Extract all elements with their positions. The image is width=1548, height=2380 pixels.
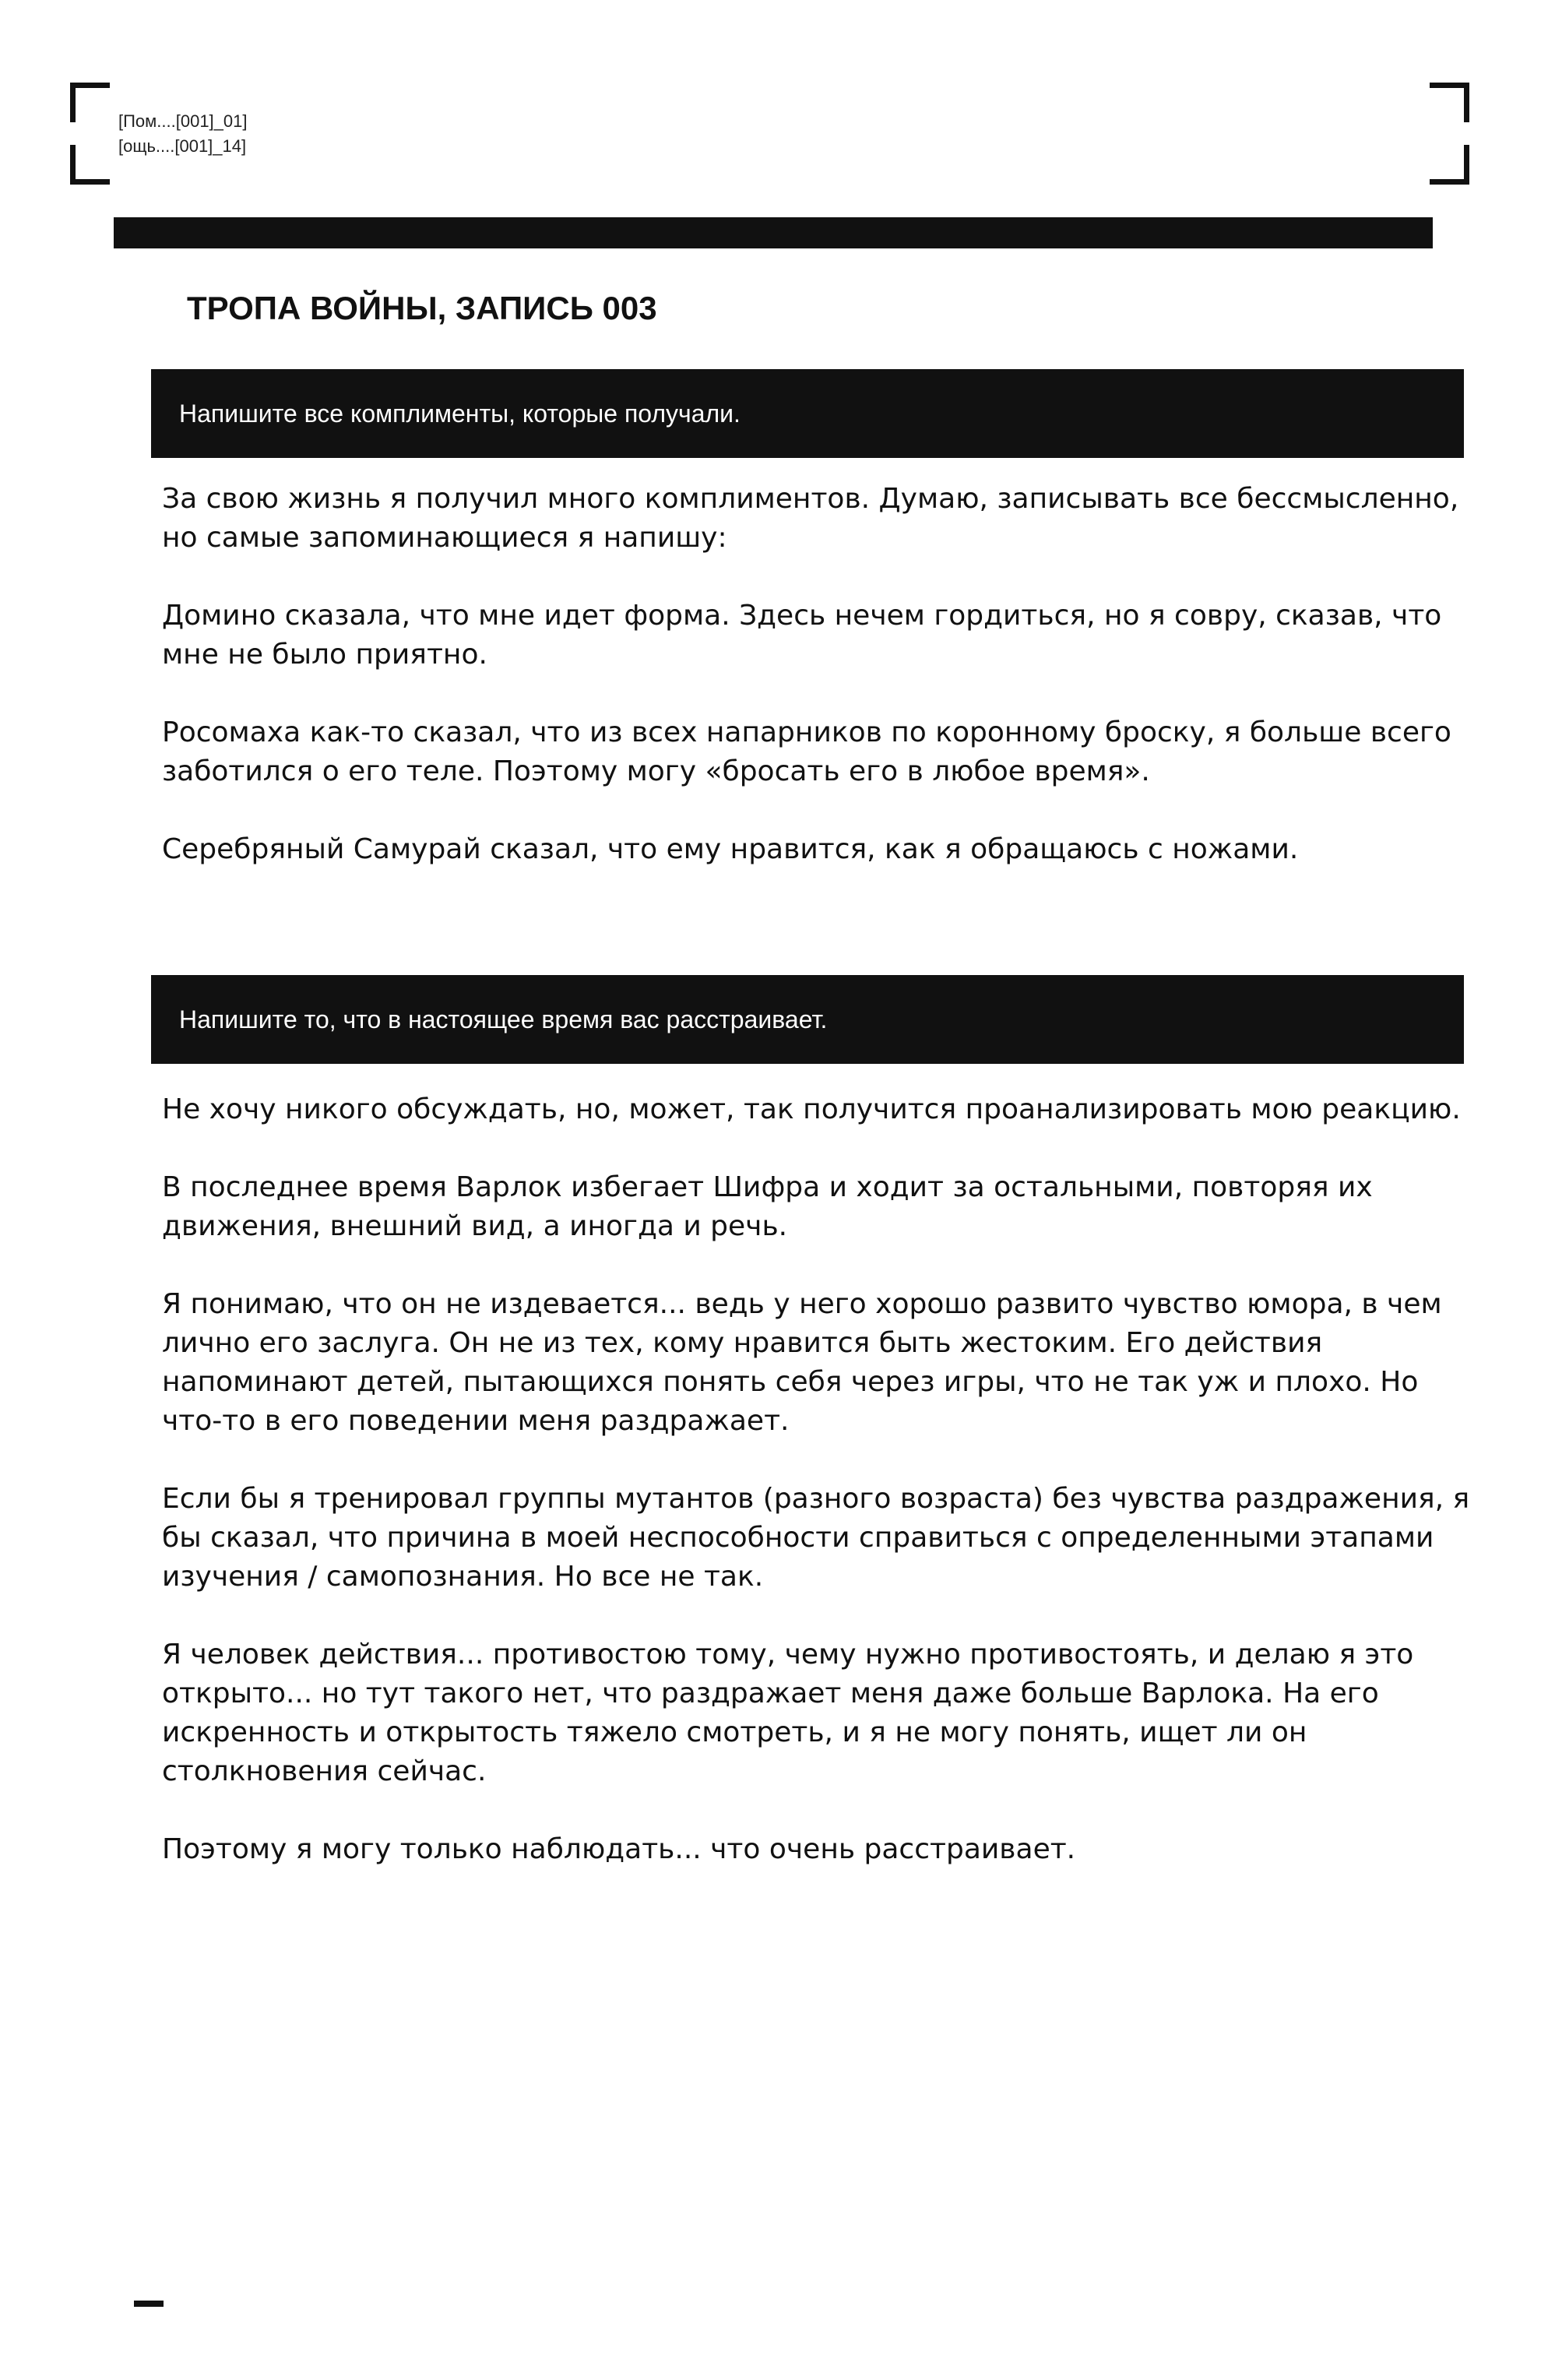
answer-compliments (162, 480, 1470, 869)
answer-paragraph: За свою жизнь я получил много комплиментов. Думаю, записывать все бессмысленно, но самые запоминающиеся я напишу: (162, 483, 1459, 554)
prompt-bar-compliments (151, 369, 1464, 458)
file-reference (118, 109, 247, 159)
file-reference-line-1: [Пом....[001]_01] (118, 111, 248, 131)
answer-paragraph: Не хочу никого обсуждать, но, может, так получится проанализировать мою реакцию. (162, 1093, 1461, 1125)
corner-bracket-top-left (70, 83, 110, 122)
answer-paragraph: Домино сказала, что мне идет форма. Здесь нечем гордиться, но я совру, сказав, что мне не было приятно. (162, 600, 1442, 671)
corner-bracket-bottom-left (70, 145, 110, 185)
answer-paragraph: Поэтому я могу только наблюдать... что очень расстраивает. (162, 1833, 1076, 1865)
page-marker-dash (134, 2301, 164, 2307)
corner-bracket-bottom-right (1430, 145, 1469, 185)
prompt-bar-frustrations (151, 975, 1464, 1064)
header-divider-bar (114, 217, 1433, 248)
answer-frustrations (162, 1090, 1470, 1869)
answer-paragraph: Я человек действия... противостою тому, чему нужно противостоять, и делаю я это открыто... но тут такого нет, что раздражает меня даже больше Варлока. На его искренность и открытость тяжело смотреть, и я не могу понять, ищет ли он столкновения сейчас. (162, 1639, 1414, 1787)
answer-paragraph: Росомаха как-то сказал, что из всех напарников по коронному броску, я больше всего заботился о его теле. Поэтому могу «бросать его в любое время». (162, 716, 1451, 787)
entry-title: ТРОПА ВОЙНЫ, ЗАПИСЬ 003 (187, 290, 657, 326)
answer-paragraph: Я понимаю, что он не издевается... ведь у него хорошо развито чувство юмора, в чем лично его заслуга. Он не из тех, кому нравится быть жестоким. Его действия напоминают детей, пытающихся понять себя через игры, что не так уж и плохо. Но что-то в его поведении меня раздражает. (162, 1288, 1442, 1437)
prompt-text: Напишите то, что в настоящее время вас расстраивает. (179, 1005, 828, 1033)
file-reference-line-2: [ощь....[001]_14] (118, 136, 247, 156)
answer-paragraph: Если бы я тренировал группы мутантов (разного возраста) без чувства раздражения, я бы сказал, что причина в моей неспособности справиться с определенными этапами изучения / самопознания. Но все не так. (162, 1483, 1470, 1593)
answer-paragraph: В последнее время Варлок избегает Шифра и ходит за остальными, повторяя их движения, внешний вид, а иногда и речь. (162, 1171, 1373, 1242)
prompt-text: Напишите все комплименты, которые получали. (179, 399, 741, 428)
corner-bracket-top-right (1430, 83, 1469, 122)
answer-paragraph: Серебряный Самурай сказал, что ему нравится, как я обращаюсь с ножами. (162, 833, 1299, 865)
